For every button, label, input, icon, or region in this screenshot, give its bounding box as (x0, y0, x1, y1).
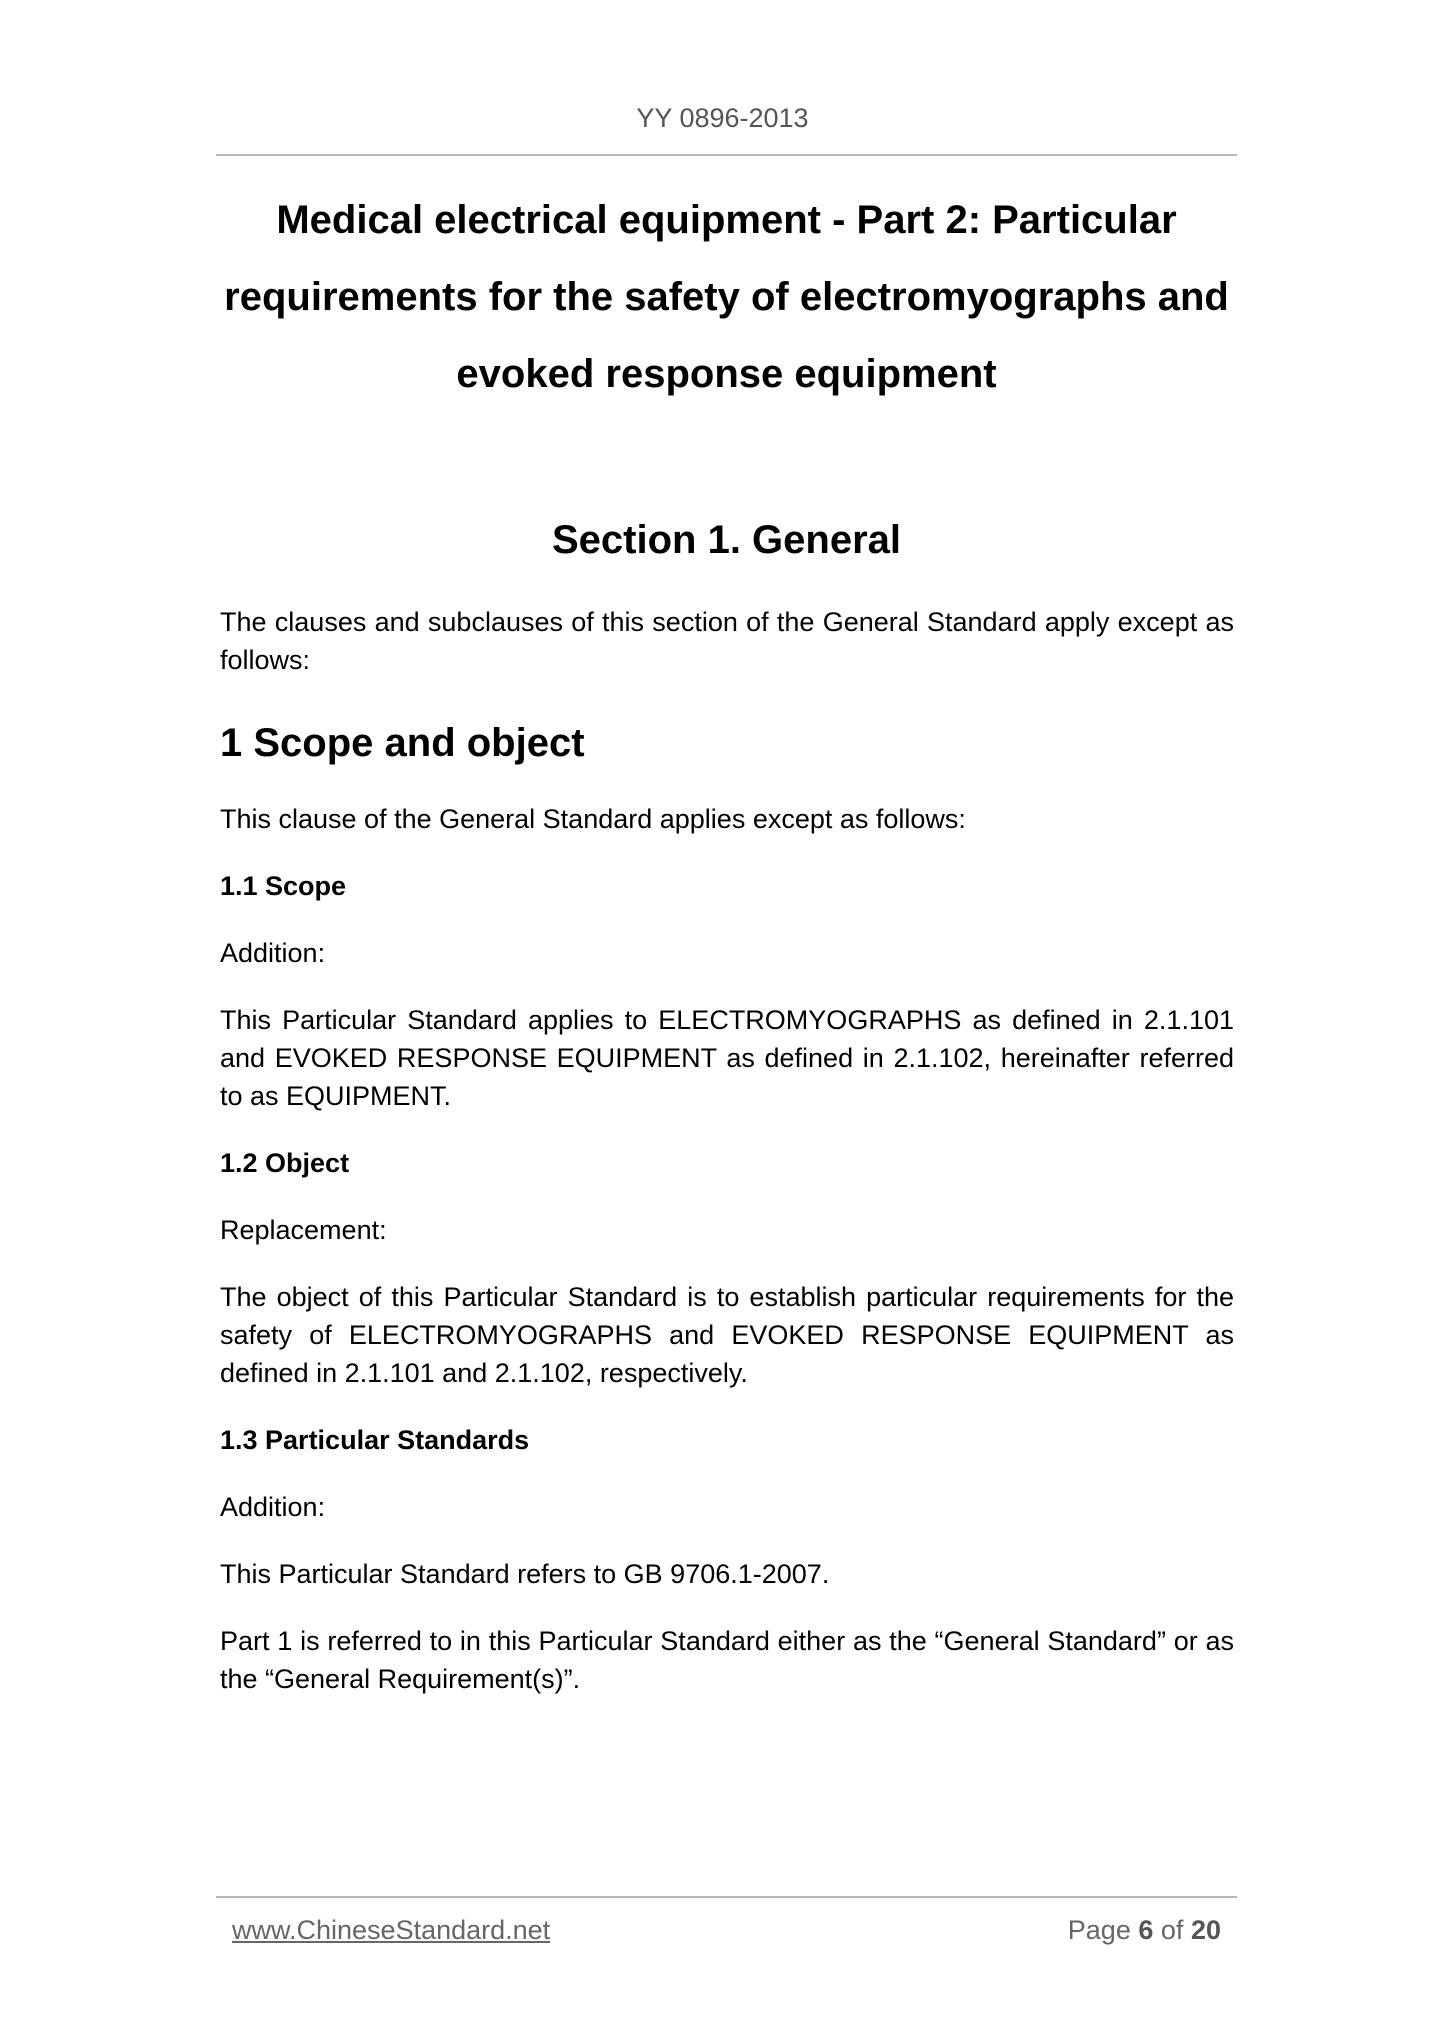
subclause-1-3-label: Addition: (220, 1492, 326, 1522)
subclause-1-3-heading: 1.3 Particular Standards (220, 1425, 530, 1455)
section-heading: Section 1. General (551, 518, 902, 562)
page-number (1068, 1915, 1221, 1946)
page-of: of (1160, 1915, 1184, 1945)
page-prefix: Page (1067, 1915, 1131, 1945)
footer-divider (216, 1896, 1237, 1898)
subclause-1-3-text-2: Part 1 is referred to in this Particular Standard either as the “General Standard” or as the “General Requirement(s)”. (220, 1626, 1234, 1694)
subclause-1-3-text-1: This Particular Standard refers to GB 9706.1-2007. (220, 1559, 830, 1589)
subclause-1-2-text: The object of this Particular Standard is to establish particular requirements for the safety of ELECTROMYOGRAPHS and EVOKED RESPONSE EQUIPMENT as defined in 2.1.101 and 2.1.102, respectively. (220, 1282, 1234, 1388)
subclause-1-2-label: Replacement: (220, 1215, 387, 1245)
document-code-header: YY 0896-2013 (636, 103, 809, 133)
title-line-1: Medical electrical equipment - Part 2: Particular (276, 198, 1177, 242)
page-total: 20 (1190, 1915, 1221, 1945)
subclause-1-1-heading: 1.1 Scope (220, 871, 347, 901)
subclause-1-1-label: Addition: (220, 938, 326, 968)
clause-1-intro: This clause of the General Standard applies except as follows: (220, 804, 966, 834)
title-line-3: evoked response equipment (456, 352, 997, 396)
subclause-1-1-text: This Particular Standard applies to ELECTROMYOGRAPHS as defined in 2.1.101 and EVOKED RESPONSE EQUIPMENT as defined in 2.1.102, hereinafter referred to as EQUIPMENT. (220, 1005, 1234, 1111)
document-body (220, 603, 1234, 1727)
title-line-2: requirements for the safety of electromyographs and (224, 275, 1229, 319)
clause-1-heading: 1 Scope and object (220, 721, 585, 765)
subclause-1-2-heading: 1.2 Object (220, 1148, 350, 1178)
document-title (216, 182, 1237, 413)
header-divider (216, 154, 1237, 156)
page-current: 6 (1138, 1915, 1154, 1945)
website-link[interactable]: www.ChineseStandard.net (232, 1915, 551, 1945)
section-intro: The clauses and subclauses of this section of the General Standard apply except as follows: (220, 607, 1234, 675)
